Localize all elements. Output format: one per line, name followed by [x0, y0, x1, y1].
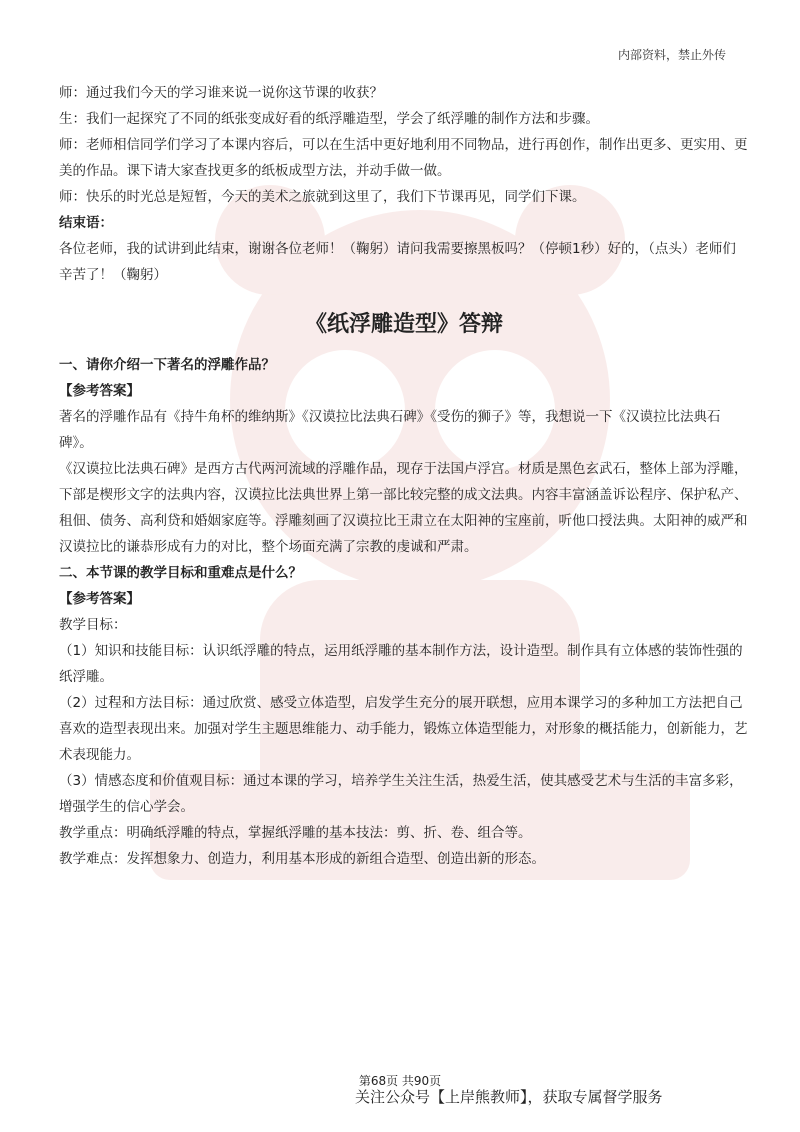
document-body — [59, 80, 749, 872]
dialogue-line: 师：通过我们今天的学习谁来说一说你这节课的收获？ — [59, 85, 383, 101]
footer-note: 关注公众号【上岸熊教师】，获取专属督学服务 — [355, 1088, 663, 1106]
answer-paragraph: 著名的浮雕作品有《持牛角杯的维纳斯》《汉谟拉比法典石碑》《受伤的狮子》等，我想说一下《汉谟拉比法典石碑》。 — [59, 409, 721, 451]
goal-item: （1）知识和技能目标：认识纸浮雕的特点，运用纸浮雕的基本制作方法，设计造型。制作具有立体感的装饰性强的纸浮雕。 — [59, 643, 743, 685]
defense-title: 《纸浮雕造型》答辩 — [304, 312, 503, 337]
dialogue-line: 生：我们一起探究了不同的纸张变成好看的纸浮雕造型，学会了纸浮雕的制作方法和步骤。 — [59, 111, 599, 127]
header-note: 内部资料，禁止外传 — [617, 48, 726, 62]
closing-heading: 结束语： — [59, 215, 113, 231]
dialogue-line: 师：老师相信同学们学习了本课内容后，可以在生活中更好地利用不同物品，进行再创作，制作出更多、更实用、更美的作品。课下请大家查找更多的纸板成型方法，并动手做一做。 — [59, 137, 748, 179]
key-point: 教学重点：明确纸浮雕的特点，掌握纸浮雕的基本技法：剪、折、卷、组合等。 — [59, 825, 532, 841]
question-2: 二、本节课的教学目标和重难点是什么？ — [59, 565, 302, 581]
difficulty: 教学难点：发挥想象力、创造力，利用基本形成的新组合造型、创造出新的形态。 — [59, 851, 545, 867]
dialogue-line: 师：快乐的时光总是短暂，今天的美术之旅就到这里了，我们下节课再见，同学们下课。 — [59, 189, 586, 205]
page-number: 第68页 共90页 — [358, 1074, 442, 1088]
goal-item: （3）情感态度和价值观目标：通过本课的学习，培养学生关注生活，热爱生活，使其感受艺术与生活的丰富多彩，增强学生的信心学会。 — [59, 773, 743, 815]
goal-item: （2）过程和方法目标：通过欣赏、感受立体造型，启发学生充分的展开联想，应用本课学习的多种加工方法把自己喜欢的造型表现出来。加强对学生主题思维能力、动手能力，锻炼立体造型能力，对形象的概括能力，创新能力，艺术表现能力。 — [59, 695, 748, 763]
goals-label: 教学目标： — [59, 617, 127, 633]
answer-paragraph: 《汉谟拉比法典石碑》是西方古代两河流域的浮雕作品，现存于法国卢浮宫。材质是黑色玄武石，整体上部为浮雕，下部是楔形文字的法典内容，汉谟拉比法典世界上第一部比较完整的成文法典。内容丰富涵盖诉讼程序、保护私产、租佃、债务、高利贷和婚姻家庭等。浮雕刻画了汉谟拉比王肃立在太阳神的宝座前，听他口授法典。太阳神的威严和汉谟拉比的谦恭形成有力的对比，整个场面充满了宗教的虔诚和严肃。 — [59, 461, 748, 555]
answer-tag-1: 【参考答案】 — [59, 383, 140, 399]
closing-text: 各位老师，我的试讲到此结束，谢谢各位老师！（鞠躬）请问我需要擦黑板吗？（停顿1秒）好的，（点头）老师们辛苦了！（鞠躬） — [59, 241, 736, 283]
question-1: 一、请你介绍一下著名的浮雕作品？ — [59, 357, 275, 373]
answer-tag-2: 【参考答案】 — [59, 591, 140, 607]
